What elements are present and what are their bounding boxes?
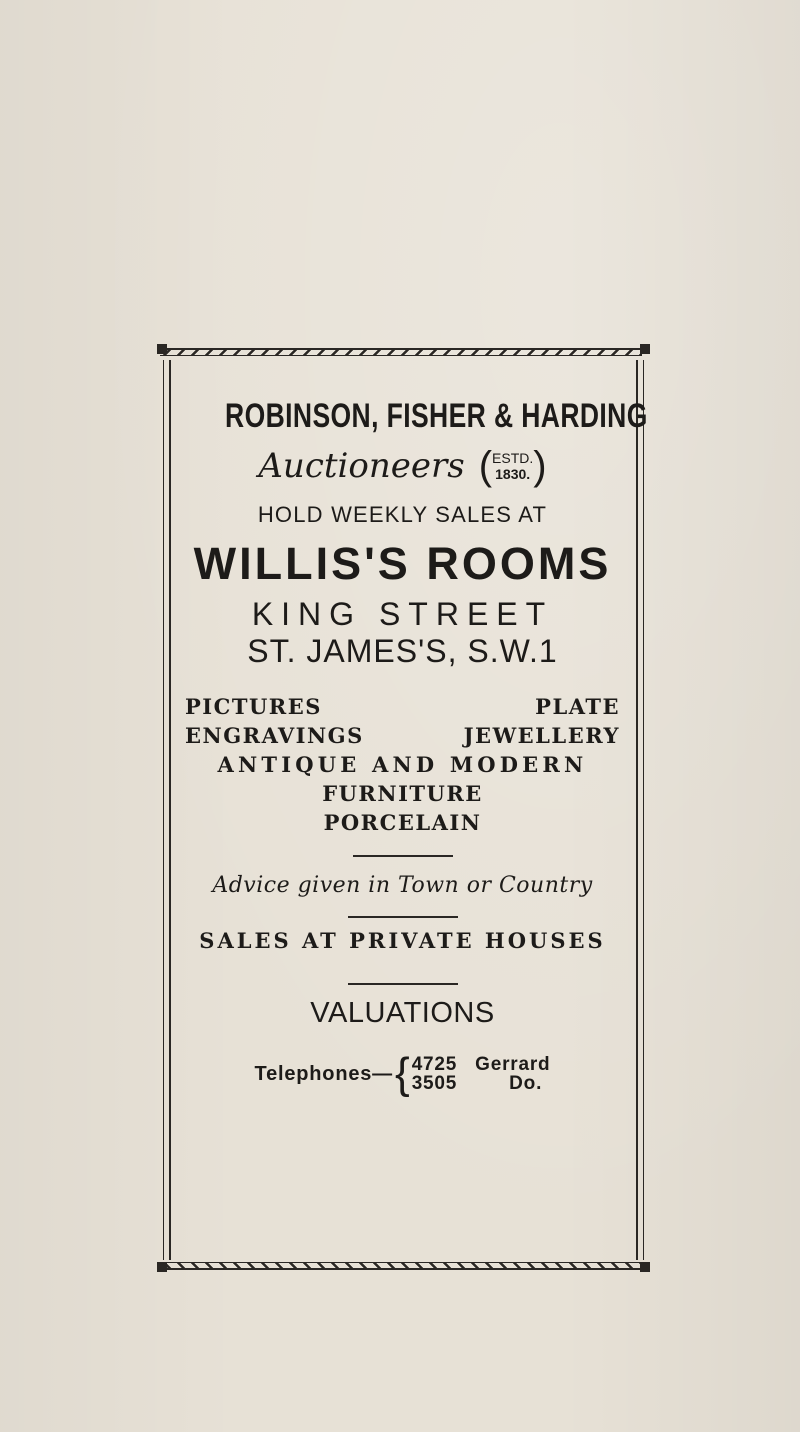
telephone-number: 3505 <box>411 1073 458 1094</box>
established-year: 1830. <box>495 466 531 482</box>
established-badge: ( ESTD. 1830. ) <box>478 444 547 488</box>
category-item: JEWELLERY <box>463 723 620 748</box>
profession: Auctioneers <box>258 446 465 486</box>
category-item: PICTURES <box>185 694 322 719</box>
advice-line: Advice given in Town or Country <box>212 873 593 898</box>
telephone-number: 4725 <box>411 1054 458 1075</box>
category-item: PORCELAIN <box>323 810 482 835</box>
venue: WILLIS'S ROOMS <box>193 538 612 589</box>
street: KING STREET <box>251 596 554 632</box>
telephones-label: Telephones— <box>254 1062 393 1085</box>
category-item: ENGRAVINGS <box>185 723 364 748</box>
telephone-exchange: Gerrard <box>475 1054 551 1075</box>
corner-ornament <box>640 1262 650 1272</box>
category-row <box>175 723 630 748</box>
corner-ornament <box>157 344 167 354</box>
hold-line: HOLD WEEKLY SALES AT <box>257 502 548 527</box>
corner-ornament <box>640 344 650 354</box>
private-sales-line: SALES AT PRIVATE HOUSES <box>199 928 606 953</box>
ad-content <box>175 365 648 1098</box>
telephone-line <box>412 1074 551 1093</box>
profession-row <box>175 446 630 486</box>
category-item: FURNITURE <box>322 781 483 806</box>
divider <box>348 916 458 918</box>
category-item: PLATE <box>535 694 620 719</box>
border-right <box>636 360 644 1260</box>
divider <box>348 983 458 985</box>
telephone-line <box>412 1055 551 1074</box>
telephones: Telephones— { 4725 Gerrard 3505 Do. <box>254 1049 551 1098</box>
category-row <box>175 752 630 777</box>
border-bottom <box>160 1262 642 1270</box>
telephone-exchange: Do. <box>509 1073 543 1094</box>
firm-name: ROBINSON, FISHER & HARDING <box>225 397 648 435</box>
district: ST. JAMES'S, S.W.1 <box>247 633 558 669</box>
divider <box>353 855 453 857</box>
established-label: ESTD. <box>492 449 534 466</box>
corner-ornament <box>157 1262 167 1272</box>
category-row <box>175 694 630 719</box>
valuations-line: VALUATIONS <box>310 997 495 1029</box>
border-left <box>163 360 171 1260</box>
category-item: ANTIQUE AND MODERN <box>217 752 588 777</box>
border-top <box>160 348 642 356</box>
telephone-numbers <box>412 1055 551 1093</box>
